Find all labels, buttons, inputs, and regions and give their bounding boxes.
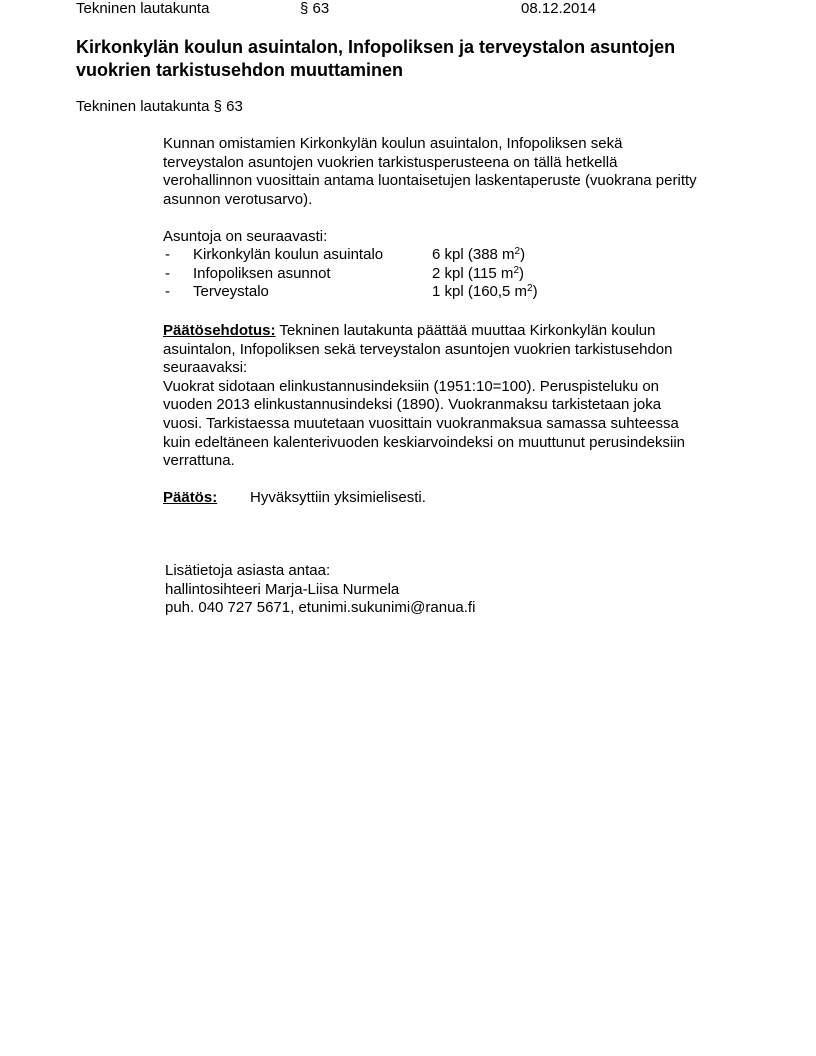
bullet: - [165,283,170,301]
intro-paragraph [163,135,697,209]
text-line: terveystalon asuntojen vuokrien tarkistusperusteena on tällä hetkellä [163,153,618,171]
housing-label: Asuntoja on seuraavasti: [163,228,328,245]
proposal-label: Päätösehdotus: [163,322,276,339]
header-section: § 63 [300,0,330,17]
proposal-paragraph [163,322,685,471]
bullet: - [165,264,170,282]
text-line: puh. 040 727 5671, etunimi.sukunimi@ranua.fi [165,599,476,617]
text-line: asuintalon, Infopoliksen sekä terveystalon asuntojen vuokrien tarkistusehdon [163,340,673,358]
housing-item [163,283,663,302]
housing-value: 6 kpl (388 $m^2$) [432,246,526,263]
contact-info [165,562,475,618]
text-line: verrattuna. [163,452,235,470]
text-line: verohallinnon vuosittain antama luontaisetujen laskentaperuste (vuokrana peritty [163,172,697,190]
bullet: - [165,246,170,263]
decision-label: Päätös: [163,489,218,506]
text-line: vuoden 2013 elinkustannusindeksi (1890). Vuokranmaksu tarkistetaan joka [163,396,662,414]
text-line: seuraavaksi: [163,359,248,377]
text-line: Kunnan omistamien Kirkonkylän koulun asuintalon, Infopoliksen sekä [163,135,623,152]
text-line: Tekninen lautakunta päättää muuttaa Kirkonkylän koulun [275,322,656,339]
decision-text: Hyväksyttiin yksimielisesti. [250,489,426,506]
housing-value: 1 kpl (160,5 $m^2$) [432,283,538,301]
text-line: hallintosihteeri Marja-Liisa Nurmela [165,580,400,598]
text-line: Lisätietoja asiasta antaa: [165,562,331,579]
housing-name: Terveystalo [193,283,269,301]
housing-item [163,265,663,284]
title-line: vuokrien tarkistusehdon muuttaminen [76,60,404,80]
text-line: vuosi. Tarkistaessa muutetaan vuosittain vuokranmaksua samassa suhteessa [163,414,679,432]
housing-item [163,246,663,265]
housing-name: Infopoliksen asunnot [193,264,331,282]
housing-value: 2 kpl (115 $m^2$) [432,264,524,282]
text-line: Vuokrat sidotaan elinkustannusindeksiin (1951:10=100). Peruspisteluku on [163,377,660,395]
header-date: 08.12.2014 [521,0,597,17]
housing-name: Kirkonkylän koulun asuintalo [193,246,384,263]
title-line: Kirkonkylän koulun asuintalon, Infopoliksen ja terveystalon asuntojen [76,37,676,57]
document-title [76,36,675,82]
text-line: kuin edeltäneen kalenterivuoden keskiarvoindeksi on muuttunut perusindeksiin [163,433,685,451]
header-committee: Tekninen lautakunta [76,0,210,17]
subheading: Tekninen lautakunta § 63 [76,98,243,115]
housing-list [163,246,663,302]
text-line: asunnon verotusarvo). [163,190,313,208]
